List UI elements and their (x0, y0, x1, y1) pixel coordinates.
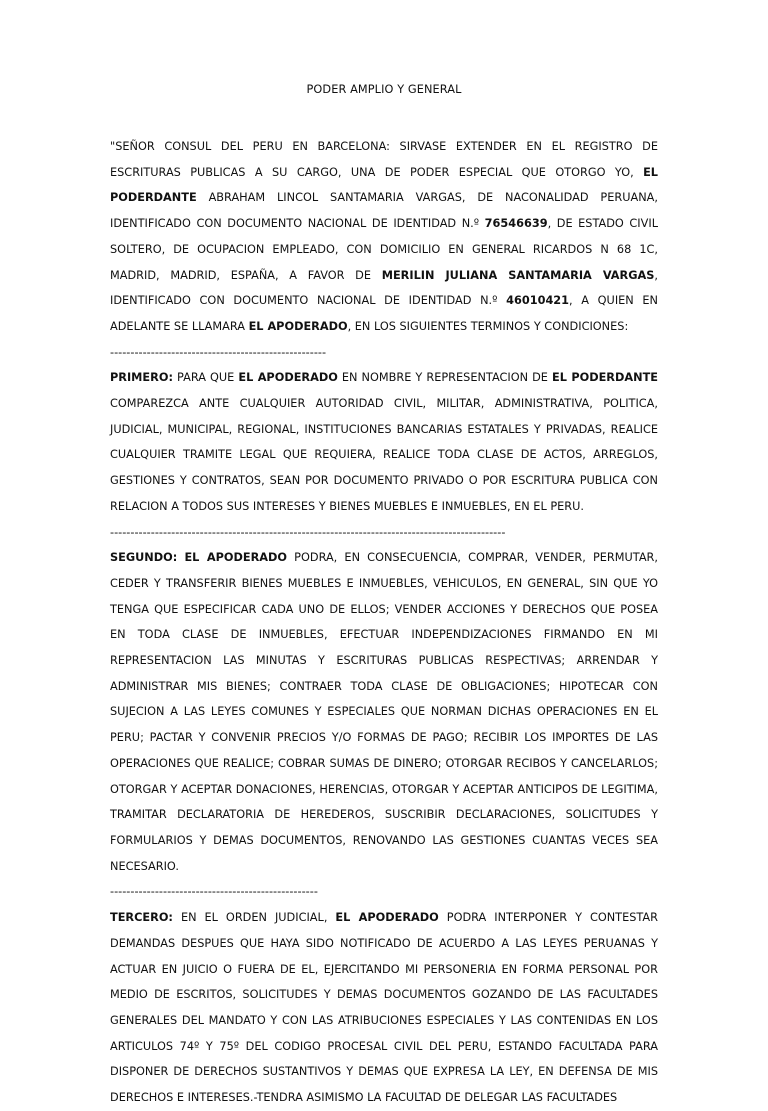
document-body (110, 134, 658, 1111)
separator-dashes-2: ------------------------------------------------------------------------------------------------- (110, 525, 506, 539)
intro-bold-apoderado: EL APODERADO (248, 319, 348, 333)
intro-paragraph (110, 134, 658, 340)
intro-text-1: "SEÑOR CONSUL DEL PERU EN BARCELONA: SIRVASE EXTENDER EN EL REGISTRO DE ESCRITURAS PUBLICAS A SU CARGO, UNA DE PODER ESPECIAL QUE OTORGO YO, (110, 140, 658, 179)
tercero-label: TERCERO: (110, 911, 173, 925)
segundo-label: SEGUNDO: (110, 551, 178, 565)
intro-text-3: , DE ESTADO CIVIL SOLTERO, DE OCUPACION EMPLEADO, CON DOMICILIO EN GENERAL RICARDOS N 68 1C, MADRID, MADRID, ESPAÑA, A FAVOR DE (110, 217, 658, 282)
intro-bold-apoderado-name: MERILIN JULIANA SANTAMARIA VARGAS (381, 268, 655, 282)
intro-bold-dni-apoderado: 46010421 (506, 294, 570, 308)
separator-dashes-3: --------------------------------------------------- (110, 885, 318, 899)
intro-text-2: ABRAHAM LINCOL SANTAMARIA VARGAS, DE NACONALIDAD PERUANA, IDENTIFICADO CON DOCUMENTO NACIONAL DE IDENTIDAD N.º (110, 191, 658, 231)
tercero-bold-apoderado: EL APODERADO (335, 911, 439, 925)
intro-text-6: , EN LOS SIGUIENTES TERMINOS Y CONDICIONES: (347, 319, 629, 333)
intro-bold-poderdante: EL PODERDANTE (110, 165, 658, 205)
primero-bold-apoderado: EL APODERADO (238, 371, 338, 385)
tercero-paragraph (110, 905, 658, 1111)
intro-text-5: , A QUIEN EN ADELANTE SE LLAMARA (110, 294, 658, 333)
separator-dashes-1: ----------------------------------------------------- (110, 345, 327, 359)
intro-bold-dni-poderdante: 76546639 (484, 217, 548, 231)
primero-bold-poderdante: EL PODERDANTE (552, 371, 658, 385)
segundo-paragraph (110, 545, 658, 879)
document-title: PODER AMPLIO Y GENERAL (306, 83, 462, 96)
primero-text-2: EN NOMBRE Y REPRESENTACION DE (337, 371, 552, 385)
segundo-text-1: PODRA, EN CONSECUENCIA, COMPRAR, VENDER, PERMUTAR, CEDER Y TRANSFERIR BIENES MUEBLES E INMUEBLES, VEHICULOS, EN GENERAL, SIN QUE YO TENGA QUE ESPECIFICAR CADA UNO DE ELLOS; VENDER ACCIONES Y DERECHOS QUE POSEA EN TODA CLASE DE INMUEBLES, EFECTUAR INDEPENDIZACIONES FIRMANDO EN MI REPRESENTACION LAS MINUTAS Y ESCRITURAS PUBLICAS RESPECTIVAS; ARRENDAR Y ADMINISTRAR MIS BIENES; CONTRAER TODA CLASE DE OBLIGACIONES; HIPOTECAR CON SUJECION A LAS LEYES COMUNES Y ESPECIALES QUE NORMAN DICHAS OPERACIONES EN EL PERU; PACTAR Y CONVENIR PRECIOS Y/O FORMAS DE PAGO; RECIBIR LOS IMPORTES DE LAS OPERACIONES QUE REALICE; COBRAR SUMAS DE DINERO; OTORGAR RECIBOS Y CANCELARLOS; OTORGAR Y ACEPTAR DONACIONES, HERENCIAS, OTORGAR Y ACEPTAR ANTICIPOS DE LEGITIMA, TRAMITAR DECLARATORIA DE HEREDEROS, SUSCRIBIR DECLARACIONES, SOLICITUDES Y FORMULARIOS Y DEMAS DOCUMENTOS, RENOVANDO LAS GESTIONES CUANTAS VECES SEA NECESARIO. (110, 551, 658, 873)
primero-text-1: PARA QUE (172, 371, 239, 385)
primero-label: PRIMERO: (110, 371, 173, 385)
segundo-bold-apoderado: EL APODERADO (184, 551, 287, 565)
primero-text-3: COMPAREZCA ANTE CUALQUIER AUTORIDAD CIVIL, MILITAR, ADMINISTRATIVA, POLITICA, JUDICIAL, MUNICIPAL, REGIONAL, INSTITUCIONES BANCARIAS ESTATALES Y PRIVADAS, REALICE CUALQUIER TRAMITE LEGAL QUE REQUIERA, REALICE TODA CLASE DE ACTOS, ARREGLOS, GESTIONES Y CONTRATOS, SEAN POR DOCUMENTO PRIVADO O POR ESCRITURA PUBLICA CON RELACION A TODOS SUS INTERESES Y BIENES MUEBLES E INMUEBLES, EN EL PERU. (110, 397, 658, 513)
tercero-text-2: PODRA INTERPONER Y CONTESTAR DEMANDAS DESPUES QUE HAYA SIDO NOTIFICADO DE ACUERDO A LAS LEYES PERUANAS Y ACTUAR EN JUICIO O FUERA DE EL, EJERCITANDO MI PERSONERIA EN FORMA PERSONAL POR MEDIO DE ESCRITOS, SOLICITUDES Y DEMAS DOCUMENTOS GOZANDO DE LAS FACULTADES GENERALES DEL MANDATO Y CON LAS ATRIBUCIONES ESPECIALES Y LAS CONTENIDAS EN LOS ARTICULOS 74º Y 75º DEL CODIGO PROCESAL CIVIL DEL PERU, ESTANDO FACULTADA PARA DISPONER DE DERECHOS SUSTANTIVOS Y DEMAS QUE EXPRESA LA LEY, EN DEFENSA DE MIS DERECHOS E INTERESES.-TENDRA ASIMISMO LA FACULTAD DE DELEGAR LAS FACULTADES (110, 911, 658, 1105)
intro-text-4: , IDENTIFICADO CON DOCUMENTO NACIONAL DE IDENTIDAD N.º (110, 268, 658, 308)
primero-paragraph (110, 365, 658, 519)
tercero-text-1: EN EL ORDEN JUDICIAL, (172, 911, 336, 925)
